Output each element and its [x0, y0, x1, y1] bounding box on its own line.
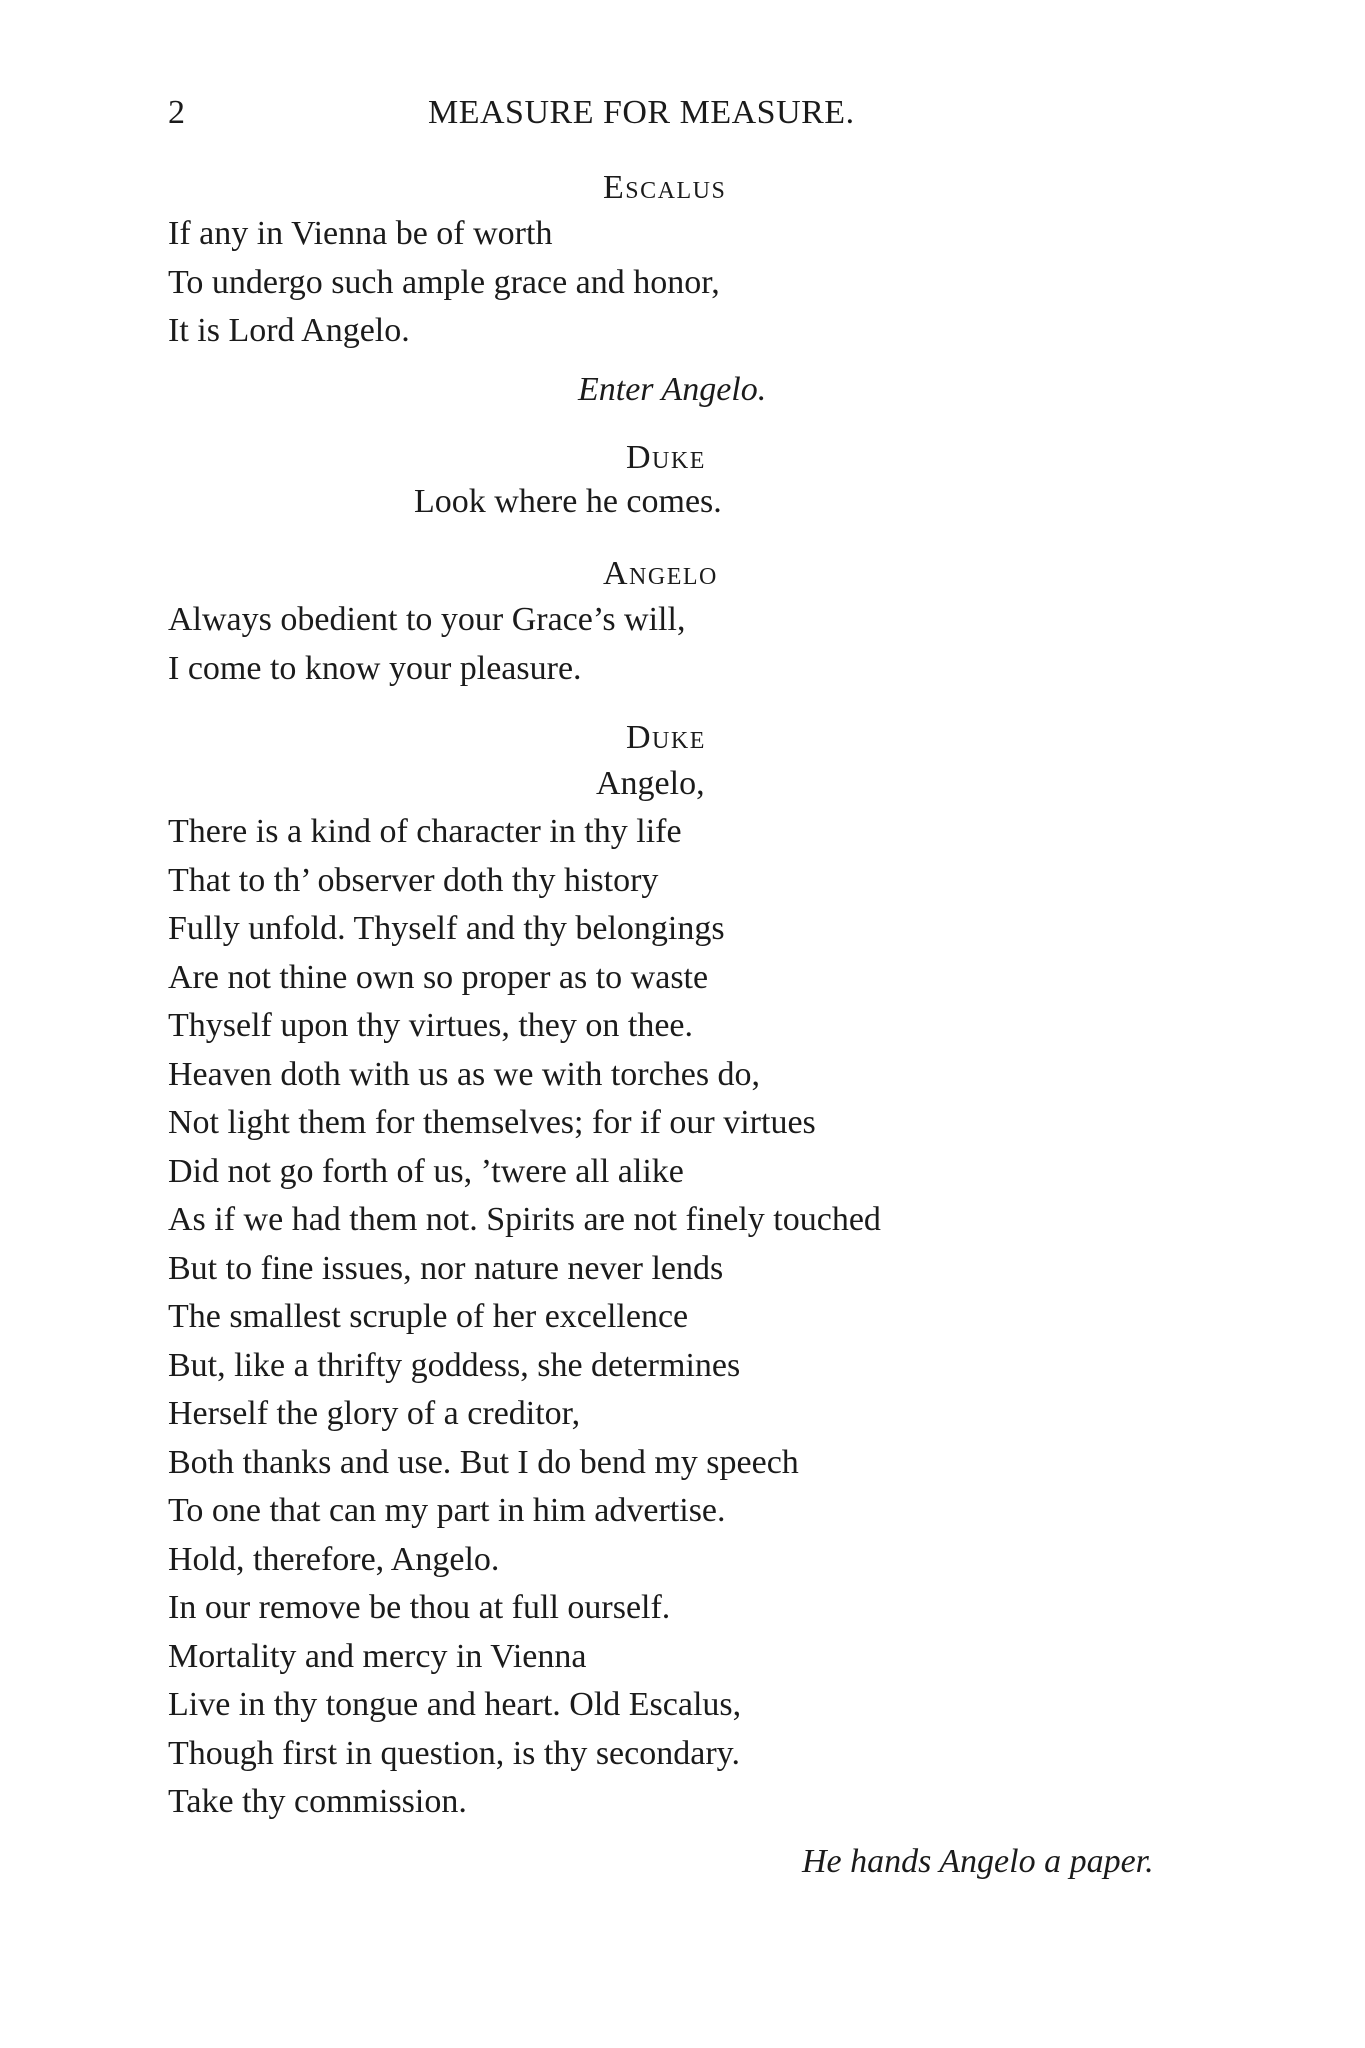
verse-line: Heaven doth with us as we with torches do,	[168, 1055, 761, 1093]
verse-line: There is a kind of character in thy life	[168, 813, 682, 850]
verse-line: Always obedient to your Grace’s will,	[168, 601, 686, 638]
speaker-duke-2: Duke	[626, 719, 706, 756]
page-number: 2	[168, 94, 185, 131]
verse-line: Hold, therefore, Angelo.	[168, 1540, 500, 1578]
speech-duke-first-line: Angelo,	[596, 765, 705, 802]
verse-line: To undergo such ample grace and honor,	[168, 263, 720, 301]
verse-line: Both thanks and use. But I do bend my speech	[168, 1443, 799, 1481]
speech-duke-long	[168, 808, 881, 1827]
speech-angelo	[168, 596, 685, 693]
verse-line: Herself the glory of a creditor,	[168, 1395, 581, 1432]
running-title: MEASURE FOR MEASURE.	[428, 94, 855, 131]
verse-line: Live in thy tongue and heart. Old Escalus,	[168, 1686, 742, 1723]
verse-line: But, like a thrifty goddess, she determines	[168, 1346, 741, 1384]
verse-line: Thyself upon thy virtues, they on thee.	[168, 1007, 694, 1044]
verse-line: I come to know your pleasure.	[168, 649, 582, 687]
speaker-angelo: Angelo	[603, 555, 718, 592]
verse-line: Fully unfold. Thyself and thy belongings	[168, 910, 725, 947]
verse-line: Mortality and mercy in Vienna	[168, 1637, 587, 1675]
speech-duke-short: Look where he comes.	[414, 483, 722, 520]
verse-line: As if we had them not. Spirits are not finely touched	[168, 1201, 881, 1238]
verse-line: Not light them for themselves; for if our virtues	[168, 1104, 816, 1141]
verse-line: Did not go forth of us, ’twere all alike	[168, 1152, 684, 1190]
verse-line: If any in Vienna be of worth	[168, 215, 553, 252]
speech-escalus	[168, 210, 720, 356]
page-header	[0, 88, 1365, 138]
verse-line: In our remove be thou at full ourself.	[168, 1589, 671, 1626]
verse-line: Though first in question, is thy secondary.	[168, 1734, 740, 1772]
speaker-escalus: Escalus	[603, 169, 727, 206]
stage-direction-hands-paper: He hands Angelo a paper.	[802, 1843, 1154, 1880]
stage-direction-enter-angelo: Enter Angelo.	[578, 371, 767, 408]
verse-line: Take thy commission.	[168, 1783, 467, 1820]
verse-line: Are not thine own so proper as to waste	[168, 958, 709, 996]
verse-line: But to fine issues, nor nature never lends	[168, 1249, 724, 1287]
verse-line: It is Lord Angelo.	[168, 312, 410, 349]
verse-line: The smallest scruple of her excellence	[168, 1298, 689, 1335]
speaker-duke: Duke	[626, 439, 706, 476]
verse-line: To one that can my part in him advertise.	[168, 1492, 726, 1529]
verse-line: That to th’ observer doth thy history	[168, 861, 659, 899]
